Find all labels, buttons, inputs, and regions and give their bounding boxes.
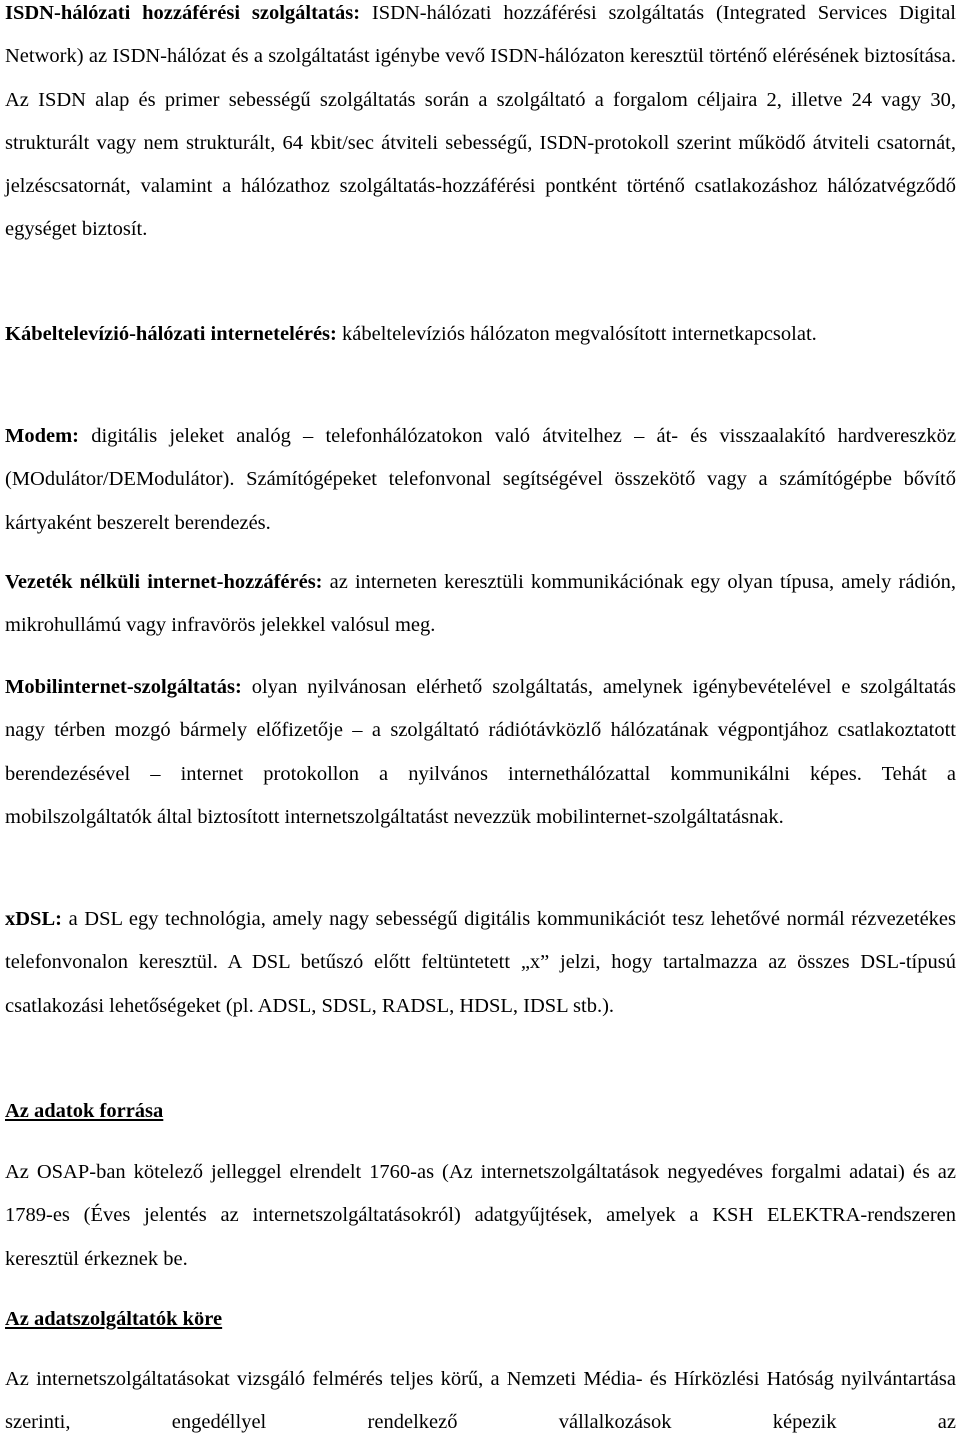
definition-mobile-internet-text: olyan nyilvánosan elérhető szolgáltatás, amelynek igénybevételével e szolgáltatás nagy térben mozgó bármely előfizetője – a szolgáltató rádiótávközlő hálózatának végpontjához csatlakoztatott berendezésével – internet protokollon a nyilvános internethálózattal kommunikálni képes. Tehát a mobilszolgáltatók által biztosított internetszolgáltatást nevezzük mobilinternet-szolgáltatásnak. (5, 676, 956, 828)
heading-data-providers: Az adatszolgáltatók köre (5, 1308, 223, 1330)
definition-xdsl (5, 898, 956, 1028)
definition-modem (5, 415, 956, 545)
term-isdn: ISDN-hálózati hozzáférési szolgáltatás: (5, 2, 361, 24)
definition-isdn (5, 0, 956, 252)
definition-mobile-internet (5, 666, 956, 839)
definition-modem-text: digitális jeleket analóg – telefonhálózatokon való átvitelhez – át- és visszaalakító hardvereszköz (MOdulátor/DEModulátor). Számítógépeket telefonvonal segítségével összekötő vagy a számítógépbe bővítő kártyaként beszerelt berendezés. (5, 425, 956, 534)
term-xdsl: xDSL: (5, 908, 62, 930)
term-modem: Modem: (5, 425, 80, 447)
term-mobile-internet: Mobilinternet-szolgáltatás: (5, 676, 242, 698)
heading-data-source: Az adatok forrása (5, 1100, 164, 1122)
paragraph-data-providers: Az internetszolgáltatásokat vizsgáló felmérés teljes körű, a Nemzeti Média- és Hírközlési Hatóság nyilvántartása szerinti, engedéllyel rendelkező vállalkozások képezik az (5, 1368, 956, 1434)
definition-wireless-internet-text: az interneten keresztüli kommunikációnak egy olyan típusa, amely rádión, mikrohullámú vagy infravörös jelekkel valósul meg. (5, 571, 956, 637)
definition-cable-tv-internet-text: kábeltelevíziós hálózaton megvalósított internetkapcsolat. (336, 323, 817, 345)
definition-isdn-text: ISDN-hálózati hozzáférési szolgáltatás (Integrated Services Digital Network) az ISDN-hálózat és a szolgáltatást igénybe vevő ISDN-hálózaton keresztül történő elérésének biztosítása. Az ISDN alap és primer sebességű szolgáltatás során a szolgáltató a forgalom céljaira 2, illetve 24 vagy 30, strukturált vagy nem strukturált, 64 kbit/sec átviteli sebességű, ISDN-protokoll szerint működő átviteli csatornát, jelzéscsatornát, valamint a hálózathoz szolgáltatás-hozzáférési pontként történő csatlakozáshoz hálózatvégződő egységet biztosít. (5, 2, 956, 241)
definition-wireless-internet (5, 561, 956, 648)
definition-xdsl-text: a DSL egy technológia, amely nagy sebességű digitális kommunikációt tesz lehetővé normál rézvezetékes telefonvonalon keresztül. A DSL betűszó előtt feltüntetett „x” jelzi, hogy tartalmazza az összes DSL-típusú csatlakozási lehetőségeket (pl. ADSL, SDSL, RADSL, HDSL, IDSL stb.). (5, 908, 956, 1017)
definition-cable-tv-internet (5, 313, 956, 356)
term-cable-tv-internet: Kábeltelevízió-hálózati internetelérés: (5, 323, 337, 345)
paragraph-data-source: Az OSAP-ban kötelező jelleggel elrendelt 1760-as (Az internetszolgáltatások negyedéves forgalmi adatai) és az 1789-es (Éves jelentés az internetszolgáltatásokról) adatgyűjtések, amelyek a KSH ELEKTRA-rendszeren keresztül érkeznek be. (5, 1161, 956, 1270)
term-wireless-internet: Vezeték nélküli internet-hozzáférés: (5, 571, 323, 593)
